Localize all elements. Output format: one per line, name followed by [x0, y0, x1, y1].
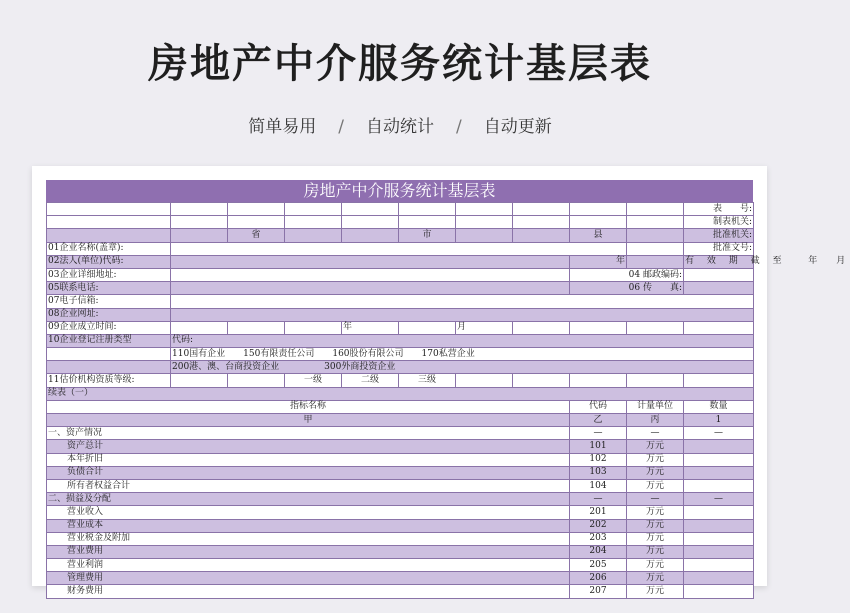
indicator-quantity[interactable] [684, 585, 754, 598]
registration-options-2: 200港、澳、台商投资企业 300外商投资企业 [171, 361, 754, 374]
indicator-unit: 万元 [627, 506, 684, 519]
table-header-row [47, 400, 754, 413]
website-label: 08企业网址: [47, 308, 171, 321]
table-row [47, 216, 754, 229]
postcode-field[interactable] [684, 268, 754, 281]
registration-options-1: 110国有企业 150有限责任公司 160股份有限公司 170私营企业 [171, 348, 754, 361]
indicator-code: 205 [570, 559, 627, 572]
unit-column-header: 计量单位 [627, 400, 684, 413]
founded-year-label: 年 [342, 321, 399, 334]
address-label: 03企业详细地址: [47, 268, 171, 281]
table-row [47, 572, 754, 585]
indicator-quantity[interactable] [684, 519, 754, 532]
indicator-code: 102 [570, 453, 627, 466]
indicator-name: 所有者权益合计 [47, 479, 570, 492]
indicator-name: 营业税金及附加 [47, 532, 570, 545]
table-row [47, 242, 754, 255]
table-row [47, 348, 754, 361]
indicator-unit: — [627, 493, 684, 506]
tagline-item-easy: 简单易用 [248, 117, 317, 137]
indicator-quantity[interactable] [684, 572, 754, 585]
address-field[interactable] [171, 268, 570, 281]
quantity-column-header: 数量 [684, 400, 754, 413]
table-row [47, 308, 754, 321]
indicator-name: 资产总计 [47, 440, 570, 453]
spreadsheet-area [46, 180, 850, 597]
spreadsheet-preview [32, 166, 850, 597]
table-row [47, 282, 754, 295]
grade-3-label: 三级 [399, 374, 456, 387]
approval-number-label: 批准文号: [684, 242, 754, 255]
table-row [47, 427, 754, 440]
table-row [47, 493, 754, 506]
indicator-code: 202 [570, 519, 627, 532]
indicator-name: 财务费用 [47, 585, 570, 598]
indicator-subheader: 甲 [47, 414, 570, 427]
phone-label: 05联系电话: [47, 282, 171, 295]
fax-field[interactable] [684, 282, 754, 295]
website-field[interactable] [171, 308, 754, 321]
table-row [47, 532, 754, 545]
county-label: 县 [570, 229, 627, 242]
sheet-title: 房地产中介服务统计基层表 [46, 180, 753, 202]
grade-1-label: 一级 [285, 374, 342, 387]
indicator-unit: 万元 [627, 519, 684, 532]
indicator-unit: 万元 [627, 440, 684, 453]
tagline-item-auto-update: 自动更新 [483, 117, 552, 137]
indicator-name: 营业利润 [47, 559, 570, 572]
indicator-unit: 万元 [627, 585, 684, 598]
table-row [47, 440, 754, 453]
indicator-code: — [570, 493, 627, 506]
indicator-name: 营业成本 [47, 519, 570, 532]
indicator-name: 营业收入 [47, 506, 570, 519]
indicator-name: 负债合计 [47, 466, 570, 479]
indicator-quantity[interactable] [684, 506, 754, 519]
table-row [47, 585, 754, 598]
indicator-code: — [570, 427, 627, 440]
table-row [47, 453, 754, 466]
indicator-unit: 万元 [627, 545, 684, 558]
code-column-header: 代码 [570, 400, 627, 413]
continued-label: 续表（一） [47, 387, 754, 400]
table-row [47, 295, 754, 308]
indicator-unit: — [627, 427, 684, 440]
tagline-item-auto-stats: 自动统计 [366, 117, 434, 137]
indicator-unit: 万元 [627, 532, 684, 545]
fax-label: 06 传 真: [570, 282, 684, 295]
legal-code-label: 02法人(单位)代码: [47, 255, 171, 268]
form-number-label: 表 号: [684, 203, 754, 216]
indicator-name: 一、资产情况 [47, 427, 570, 440]
indicator-unit: 万元 [627, 453, 684, 466]
table-row [47, 268, 754, 281]
form-table [46, 202, 850, 599]
phone-field[interactable] [171, 282, 570, 295]
indicator-unit: 万元 [627, 559, 684, 572]
company-name-label: 01企业名称(盖章): [47, 242, 171, 255]
indicator-name: 营业费用 [47, 545, 570, 558]
approval-authority-label: 批准机关: [684, 229, 754, 242]
registration-code-label: 代码: [171, 334, 754, 347]
indicator-unit: 万元 [627, 466, 684, 479]
year-label: 年 [570, 255, 627, 268]
indicator-code: 207 [570, 585, 627, 598]
indicator-quantity[interactable] [684, 479, 754, 492]
table-row [47, 255, 754, 268]
table-row [47, 479, 754, 492]
table-row [47, 361, 754, 374]
qualification-label: 11估价机构资质等级: [47, 374, 171, 387]
table-row [47, 387, 754, 400]
indicator-quantity[interactable]: — [684, 493, 754, 506]
indicator-unit: 万元 [627, 572, 684, 585]
quantity-subheader: 1 [684, 414, 754, 427]
founded-label: 09企业成立时间: [47, 321, 171, 334]
indicator-quantity[interactable] [684, 466, 754, 479]
table-row [47, 203, 754, 216]
founded-month-label: 月 [456, 321, 513, 334]
table-row [47, 334, 754, 347]
indicator-quantity[interactable] [684, 440, 754, 453]
postcode-label: 04 邮政编码: [570, 268, 684, 281]
page-title: 房地产中介服务统计基层表 [148, 41, 652, 87]
indicator-quantity[interactable]: — [684, 427, 754, 440]
indicator-quantity[interactable] [684, 545, 754, 558]
indicator-quantity[interactable] [684, 559, 754, 572]
city-label: 市 [399, 229, 456, 242]
table-row [47, 374, 754, 387]
tagline-separator: / [456, 117, 462, 137]
indicator-name: 本年折旧 [47, 453, 570, 466]
indicator-code: 204 [570, 545, 627, 558]
indicator-name: 管理费用 [47, 572, 570, 585]
email-label: 07电子信箱: [47, 295, 171, 308]
validity-label: 有 效 期 截 至 年 月 [684, 255, 754, 268]
table-header-row [47, 414, 754, 427]
unit-subheader: 丙 [627, 414, 684, 427]
indicator-quantity[interactable] [684, 532, 754, 545]
table-row [47, 321, 754, 334]
indicator-code: 101 [570, 440, 627, 453]
indicator-code: 201 [570, 506, 627, 519]
table-row [47, 519, 754, 532]
indicator-code: 203 [570, 532, 627, 545]
indicator-name: 二、损益及分配 [47, 493, 570, 506]
indicator-code: 103 [570, 466, 627, 479]
issuing-authority-label: 制表机关: [684, 216, 754, 229]
legal-code-field[interactable] [171, 255, 570, 268]
table-row [47, 466, 754, 479]
indicator-code: 104 [570, 479, 627, 492]
indicator-column-header: 指标名称 [47, 400, 570, 413]
grade-2-label: 二级 [342, 374, 399, 387]
email-field[interactable] [171, 295, 754, 308]
table-row [47, 229, 754, 242]
company-name-field[interactable] [171, 242, 627, 255]
table-row [47, 506, 754, 519]
indicator-code: 206 [570, 572, 627, 585]
code-subheader: 乙 [570, 414, 627, 427]
table-row [47, 545, 754, 558]
indicator-quantity[interactable] [684, 453, 754, 466]
tagline [0, 112, 800, 137]
tagline-separator: / [338, 117, 344, 137]
indicator-unit: 万元 [627, 479, 684, 492]
table-row [47, 559, 754, 572]
registration-type-label: 10企业登记注册类型 [47, 334, 171, 347]
province-label: 省 [228, 229, 285, 242]
